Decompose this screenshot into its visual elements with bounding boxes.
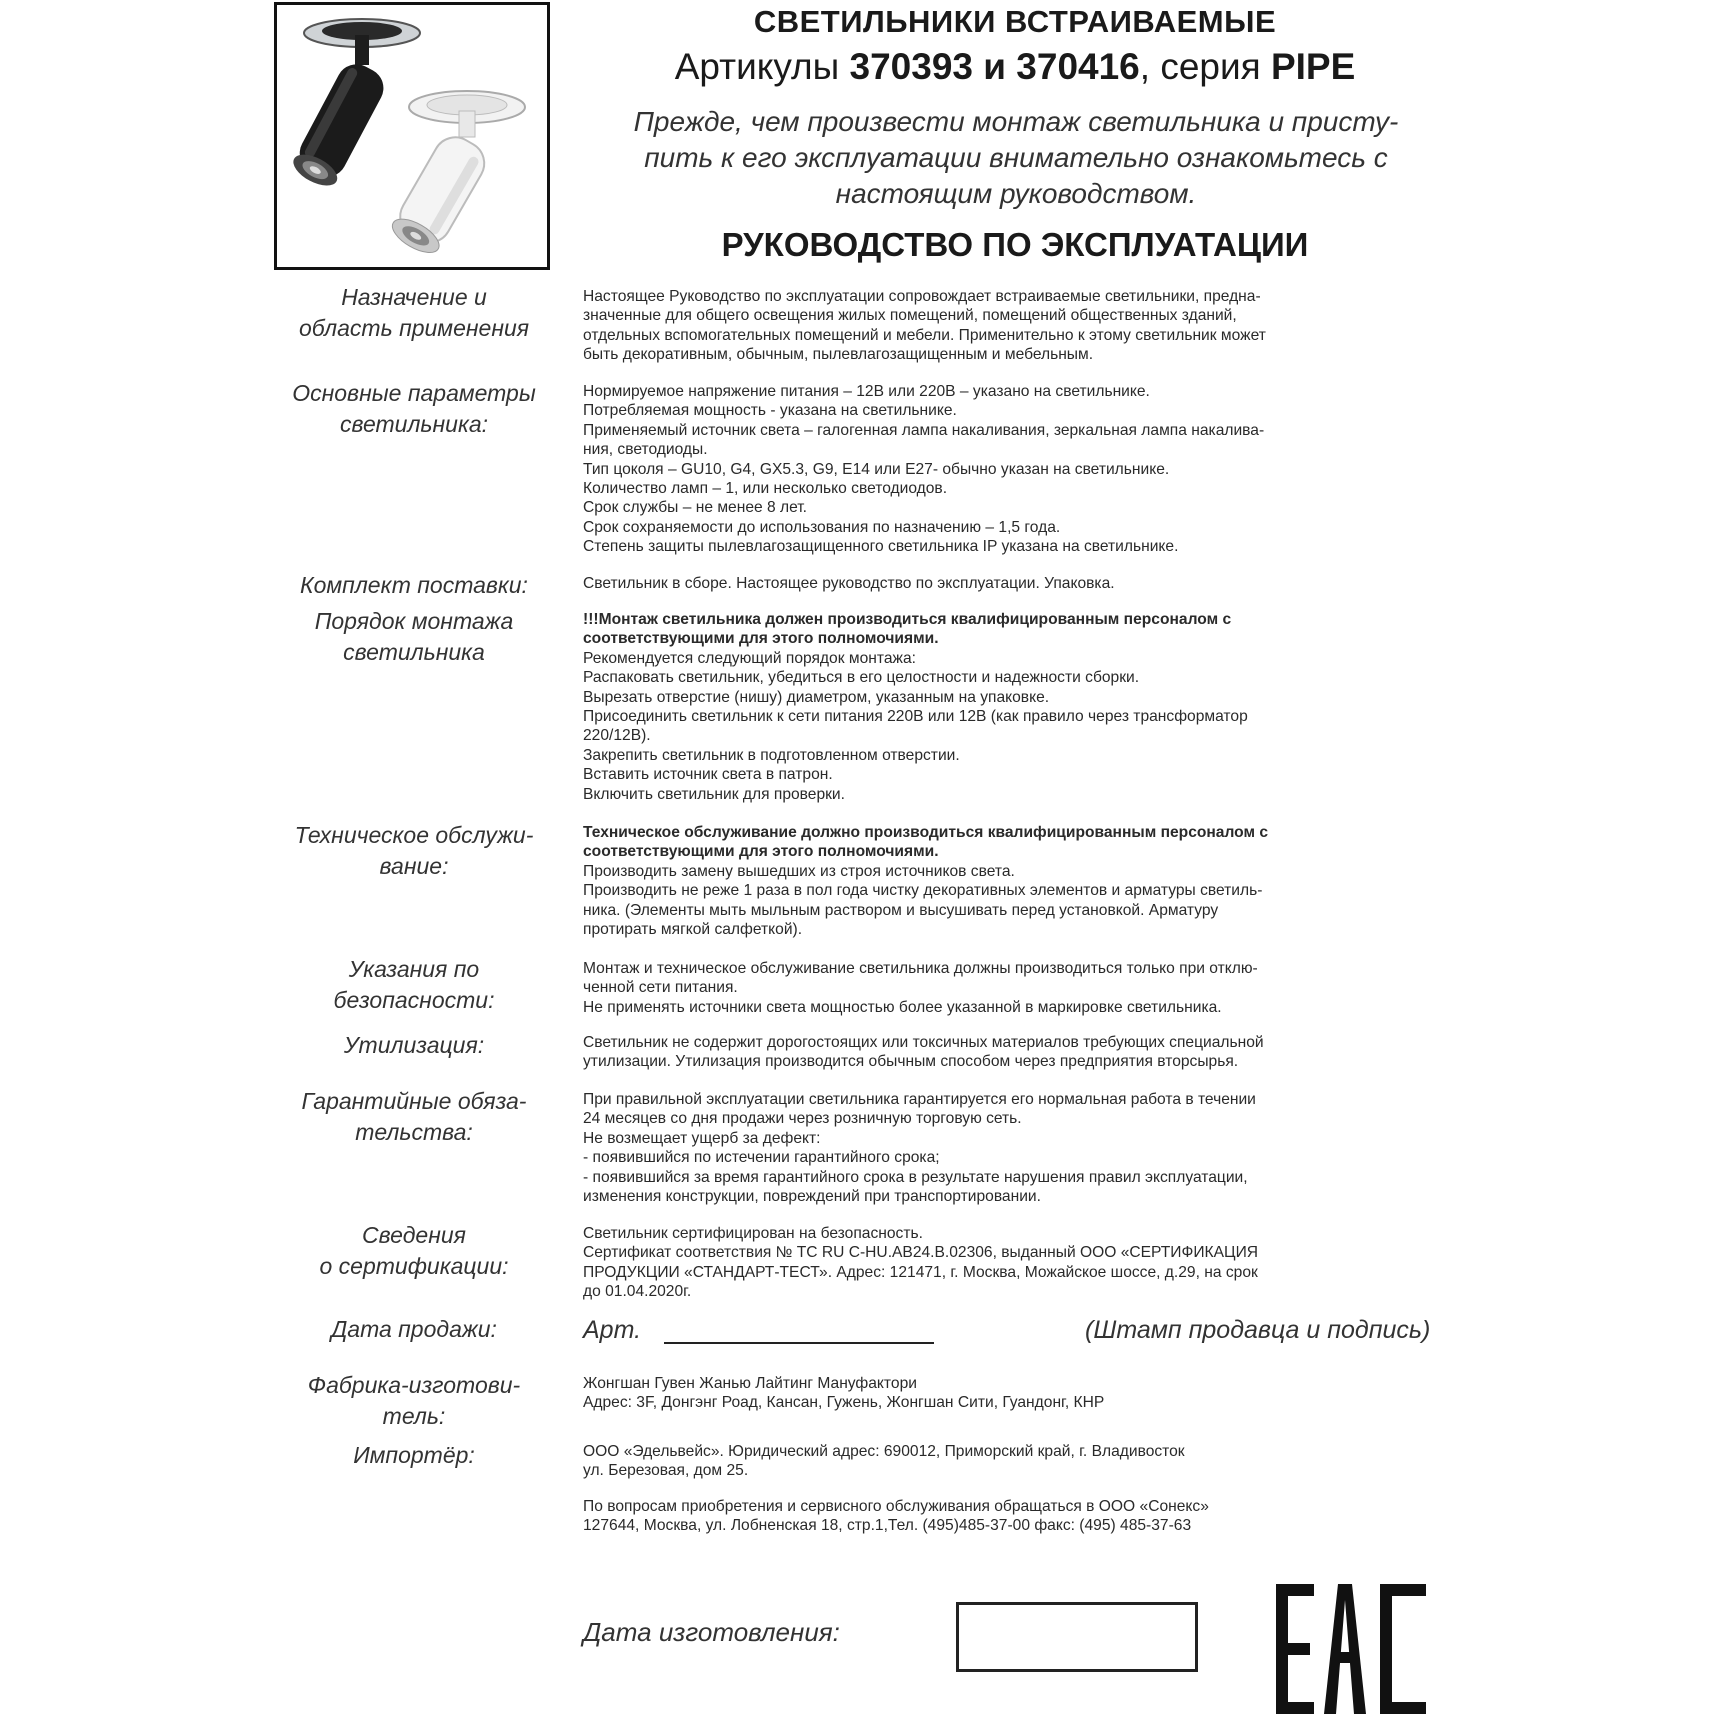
text-line: ния, светодиоды. <box>583 441 708 459</box>
text-line: Производить не реже 1 раза в пол года чистку декоративных элементов и арматуры светиль- <box>583 882 1263 900</box>
label-line: светильника: <box>339 411 489 437</box>
document-title: СВЕТИЛЬНИКИ ВСТРАИВАЕМЫЕ <box>753 4 1277 39</box>
text-line: Присоединить светильник к сети питания 220В или 12В (как правило через трансформатор <box>583 708 1248 726</box>
text-line: Вставить источник света в патрон. <box>583 766 833 784</box>
section-text-safety <box>583 959 1443 1017</box>
text-line: Производить замену вышедших из строя источников света. <box>583 862 1015 880</box>
text-line: Срок сохраняемости до использования по назначению – 1,5 года. <box>583 518 1061 536</box>
text-line: ника. (Элементы мыть мыльным раствором и высушивать перед установкой. Арматуру <box>583 901 1219 919</box>
section-text-importer <box>583 1442 1443 1481</box>
label-line: светильника <box>343 639 485 665</box>
warning-line: соответствующими для этого полномочиями. <box>583 843 939 861</box>
text-line: По вопросам приобретения и сервисного обслуживания обращаться в ООО «Сонекс» <box>583 1498 1209 1515</box>
article-field-line <box>664 1342 934 1344</box>
manufacture-date-box <box>956 1602 1198 1672</box>
label-line: Комплект поставки: <box>300 572 528 598</box>
text-line: протирать мягкой салфеткой). <box>583 921 803 939</box>
section-text-kit <box>583 574 1443 593</box>
label-line: Импортёр: <box>353 1442 475 1468</box>
text-line: Закрепить светильник в подготовленном отверстии. <box>583 746 960 764</box>
text-line: Сертификат соответствия № ТС RU C-HU.АВ24.В.02306, выданный ООО «СЕРТИФИКАЦИЯ <box>583 1244 1259 1262</box>
section-text-service <box>583 1497 1443 1536</box>
section-label-params <box>272 378 556 440</box>
text-line: Светильник сертифицирован на безопасность. <box>583 1225 923 1242</box>
article-prefix: Артикулы <box>674 46 850 87</box>
text-line: Степень защиты пылевлагозащищенного светильника IP указана на светильнике. <box>583 538 1179 556</box>
warning-line: !!!Монтаж светильника должен производиться квалифицированным персоналом с <box>583 611 1232 628</box>
warning-line: Техническое обслуживание должно производиться квалифицированным персоналом с <box>583 824 1269 841</box>
label-line: тельства: <box>355 1119 473 1145</box>
text-line: Жонгшан Гувен Жанью Лайтинг Мануфактори <box>583 1375 917 1392</box>
section-label-manufacturer <box>272 1370 556 1432</box>
preface <box>596 104 1436 212</box>
text-line: ченной сети питания. <box>583 979 738 997</box>
text-line: Рекомендуется следующий порядок монтажа: <box>583 649 916 667</box>
text-line: изменения конструкции, повреждений при транспортировании. <box>583 1188 1041 1206</box>
series-name: PIPE <box>1270 46 1356 87</box>
text-line: до 01.04.2020г. <box>583 1283 692 1301</box>
text-line: 220/12В). <box>583 727 651 745</box>
seller-stamp-note: (Штамп продавца и подпись) <box>1085 1316 1431 1344</box>
text-line: Применяемый источник света – галогенная лампа накаливания, зеркальная лампа накалива- <box>583 421 1265 439</box>
text-line: Не возмещает ущерб за дефект: <box>583 1129 821 1147</box>
section-label-certification <box>272 1220 556 1282</box>
label-line: безопасности: <box>333 987 495 1013</box>
text-line: Светильник не содержит дорогостоящих или токсичных материалов требующих специальной <box>583 1034 1264 1051</box>
section-text-warranty <box>583 1090 1443 1206</box>
text-line: значенные для общего освещения жилых помещений, помещений общественных зданий, <box>583 307 1237 325</box>
preface-line: настоящим руководством. <box>835 178 1197 209</box>
text-line: быть декоративным, обычным, пылевлагозащищенным и мебельным. <box>583 346 1094 364</box>
text-line: Количество ламп – 1, или несколько светодиодов. <box>583 480 948 498</box>
section-label-install <box>272 606 556 668</box>
text-line: - появившийся по истечении гарантийного срока; <box>583 1149 940 1167</box>
text-line: отдельных вспомогательных помещений и мебели. Применительно к этому светильник может <box>583 326 1266 344</box>
text-line: 127644, Москва, ул. Лобненская 18, стр.1,Тел. (495)485-37-00 факс: (495) 485-37-63 <box>583 1517 1192 1535</box>
label-line: Основные параметры <box>292 380 536 406</box>
section-label-sale <box>272 1314 556 1345</box>
section-text-params <box>583 382 1443 557</box>
section-text-purpose <box>583 287 1443 365</box>
label-line: Техническое обслужи- <box>294 822 534 848</box>
label-line: тель: <box>382 1403 446 1429</box>
text-line: Светильник в сборе. Настоящее руководство по эксплуатации. Упаковка. <box>583 575 1115 592</box>
label-line: вание: <box>379 853 449 879</box>
section-text-manufacturer <box>583 1374 1443 1413</box>
section-label-disposal <box>272 1030 556 1061</box>
text-line: Потребляемая мощность - указана на светильнике. <box>583 402 957 420</box>
label-line: Порядок монтажа <box>314 608 514 634</box>
text-line: Монтаж и техническое обслуживание светильника должны производиться только при отклю- <box>583 960 1258 977</box>
text-line: Вырезать отверстие (нишу) диаметром, указанным на упаковке. <box>583 688 1050 706</box>
text-line: утилизации. Утилизация производится обычным способом через предприятия вторсырья. <box>583 1053 1239 1071</box>
section-text-install <box>583 610 1443 804</box>
label-line: Дата продажи: <box>331 1316 497 1342</box>
article-field-label: Арт. <box>583 1316 642 1344</box>
text-line: ООО «Эдельвейс». Юридический адрес: 690012, Приморский край, г. Владивосток <box>583 1443 1185 1460</box>
article-line <box>600 46 1430 88</box>
manual-heading: РУКОВОДСТВО ПО ЭКСПЛУАТАЦИИ <box>721 226 1309 263</box>
manufacture-date-label: Дата изготовления: <box>583 1617 840 1647</box>
eac-mark-icon <box>1276 1582 1428 1723</box>
label-line: Назначение и <box>341 284 487 310</box>
text-line: Не применять источники света мощностью более указанной в маркировке светильника. <box>583 998 1222 1016</box>
text-line: 24 месяцев со дня продажи через розничную торговую сеть. <box>583 1110 1022 1128</box>
warning-line: соответствующими для этого полномочиями. <box>583 630 939 648</box>
text-line: ул. Березовая, дом 25. <box>583 1462 749 1480</box>
section-text-disposal <box>583 1033 1443 1072</box>
preface-line: пить к его эксплуатации внимательно ознакомьтесь с <box>644 142 1388 173</box>
article-mid: , серия <box>1139 46 1271 87</box>
text-line: Включить светильник для проверки. <box>583 785 845 803</box>
label-line: Сведения <box>362 1222 466 1248</box>
article-numbers: 370393 и 370416 <box>849 46 1140 87</box>
label-line: Фабрика-изготови- <box>307 1372 521 1398</box>
product-illustration <box>277 5 547 267</box>
section-label-safety <box>272 954 556 1016</box>
label-line: область применения <box>298 315 530 341</box>
text-line: Распаковать светильник, убедиться в его целостности и надежности сборки. <box>583 669 1140 687</box>
section-label-kit <box>272 570 556 601</box>
section-label-warranty <box>272 1086 556 1148</box>
label-line: о сертификации: <box>319 1253 509 1279</box>
text-line: ПРОДУКЦИИ «СТАНДАРТ-ТЕСТ». Адрес: 121471, г. Москва, Можайское шоссе, д.29, на срок <box>583 1263 1258 1281</box>
preface-line: Прежде, чем произвести монтаж светильника и присту- <box>633 106 1399 137</box>
section-text-certification <box>583 1224 1443 1302</box>
text-line: - появившийся за время гарантийного срока в результате нарушения правил эксплуатации, <box>583 1168 1248 1186</box>
text-line: Настоящее Руководство по эксплуатации сопровождает встраиваемые светильники, предна- <box>583 288 1261 305</box>
label-line: Гарантийные обяза- <box>301 1088 527 1114</box>
text-line: Срок службы – не менее 8 лет. <box>583 499 808 517</box>
text-line: Нормируемое напряжение питания – 12В или 220В – указано на светильнике. <box>583 383 1150 400</box>
section-text-maintenance <box>583 823 1443 939</box>
text-line: При правильной эксплуатации светильника гарантируется его нормальная работа в течении <box>583 1091 1256 1108</box>
text-line: Адрес: 3F, Донгэнг Роад, Кансан, Гужень, Жонгшан Сити, Гуандонг, КНР <box>583 1394 1105 1412</box>
section-label-maintenance <box>272 820 556 882</box>
section-label-importer <box>272 1440 556 1471</box>
product-photo <box>274 2 550 270</box>
text-line: Тип цоколя – GU10, G4, GX5.3, G9, E14 или E27- обычно указан на светильнике. <box>583 460 1170 478</box>
label-line: Указания по <box>348 956 480 982</box>
label-line: Утилизация: <box>343 1032 485 1058</box>
section-label-purpose <box>272 282 556 344</box>
